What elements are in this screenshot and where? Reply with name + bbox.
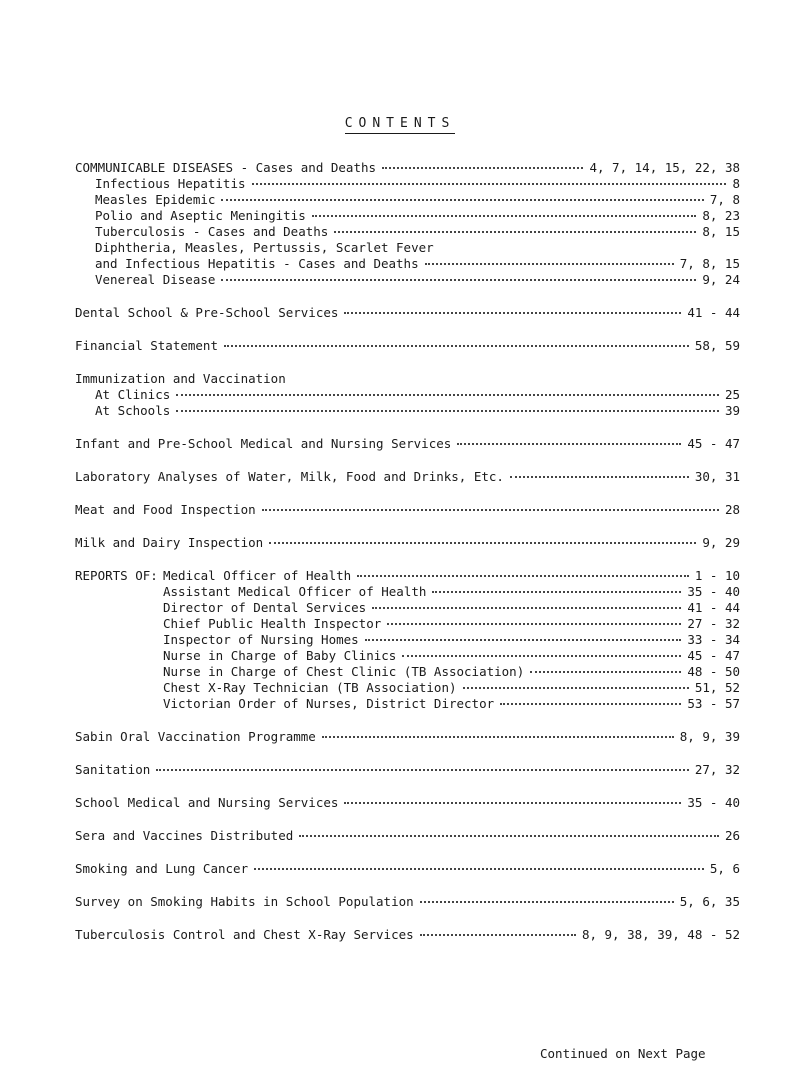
dot-leader bbox=[254, 868, 704, 870]
toc-entry-label: Tuberculosis - Cases and Deaths bbox=[95, 224, 329, 239]
toc-entry-pages: 41 - 44 bbox=[687, 305, 740, 320]
toc-entry bbox=[75, 861, 740, 877]
dot-leader bbox=[252, 183, 727, 185]
toc-entry-pages: 1 - 10 bbox=[694, 568, 740, 583]
dot-leader bbox=[432, 591, 681, 593]
reports-list bbox=[163, 568, 740, 712]
toc-section bbox=[75, 535, 740, 551]
toc-entry bbox=[75, 192, 740, 208]
toc-entry bbox=[163, 600, 740, 616]
dot-leader bbox=[334, 231, 696, 233]
toc-entry-label: At Schools bbox=[95, 403, 171, 418]
dot-leader bbox=[365, 639, 682, 641]
toc-entry bbox=[163, 584, 740, 600]
toc-entry-pages: 30, 31 bbox=[694, 469, 740, 484]
toc-entry-pages: 41 - 44 bbox=[687, 600, 740, 615]
toc-entry-pages: 5, 6, 35 bbox=[679, 894, 740, 909]
toc-entry bbox=[75, 387, 740, 403]
toc-entry-label: Survey on Smoking Habits in School Population bbox=[75, 894, 414, 909]
dot-leader bbox=[372, 607, 681, 609]
toc-entry-label: Chief Public Health Inspector bbox=[163, 616, 382, 631]
dot-leader bbox=[425, 263, 674, 265]
toc-section bbox=[75, 762, 740, 778]
toc-section bbox=[75, 894, 740, 910]
toc-entry-pages: 58, 59 bbox=[694, 338, 740, 353]
toc-entry-pages: 35 - 40 bbox=[687, 584, 740, 599]
toc-entry-label: Polio and Aseptic Meningitis bbox=[95, 208, 306, 223]
toc-entry bbox=[75, 502, 740, 518]
dot-leader bbox=[344, 802, 681, 804]
toc-entry-label: Immunization and Vaccination bbox=[75, 371, 286, 386]
toc-entry-pages: 39 bbox=[724, 403, 740, 418]
toc-entry-label: Laboratory Analyses of Water, Milk, Food and Drinks, Etc. bbox=[75, 469, 504, 484]
toc-entry bbox=[75, 272, 740, 288]
toc-entry-pages: 26 bbox=[724, 828, 740, 843]
dot-leader bbox=[357, 575, 689, 577]
toc-entry-label: Chest X-Ray Technician (TB Association) bbox=[163, 680, 457, 695]
toc-entry-pages: 8 bbox=[732, 176, 740, 191]
dot-leader bbox=[402, 655, 681, 657]
toc-entry bbox=[75, 403, 740, 419]
toc-entry-label: and Infectious Hepatitis - Cases and Deaths bbox=[95, 256, 419, 271]
dot-leader bbox=[463, 687, 689, 689]
dot-leader bbox=[221, 199, 703, 201]
toc-entry-pages: 45 - 47 bbox=[687, 436, 740, 451]
toc-entry-pages: 25 bbox=[724, 387, 740, 402]
toc-entry-label: Meat and Food Inspection bbox=[75, 502, 256, 517]
toc-entry-label: Victorian Order of Nurses, District Director bbox=[163, 696, 495, 711]
toc-entry-label: Dental School & Pre-School Services bbox=[75, 305, 339, 320]
toc-entry-pages: 45 - 47 bbox=[687, 648, 740, 663]
dot-leader bbox=[420, 934, 576, 936]
toc-entry-label: Nurse in Charge of Chest Clinic (TB Association) bbox=[163, 664, 525, 679]
toc-entry-pages: 8, 23 bbox=[702, 208, 740, 223]
toc-entry bbox=[75, 927, 740, 943]
dot-leader bbox=[299, 835, 719, 837]
continued-note: Continued on Next Page bbox=[540, 1046, 706, 1061]
toc-section bbox=[75, 469, 740, 485]
toc-entry-pages: 48 - 50 bbox=[687, 664, 740, 679]
toc-entry bbox=[75, 224, 740, 240]
toc-entry-pages: 27 - 32 bbox=[687, 616, 740, 631]
dot-leader bbox=[312, 215, 697, 217]
dot-leader bbox=[344, 312, 681, 314]
dot-leader bbox=[510, 476, 689, 478]
toc-entry-pages: 7, 8 bbox=[709, 192, 740, 207]
page-title: CONTENTS bbox=[0, 116, 800, 131]
toc-entry-pages: 9, 29 bbox=[702, 535, 740, 550]
toc-entry-pages: 4, 7, 14, 15, 22, 38 bbox=[589, 160, 740, 175]
toc-entry-label: Director of Dental Services bbox=[163, 600, 367, 615]
toc-entry-label: Assistant Medical Officer of Health bbox=[163, 584, 427, 599]
toc-entry bbox=[75, 828, 740, 844]
toc-entry-pages: 8, 9, 38, 39, 48 - 52 bbox=[581, 927, 740, 942]
toc-section bbox=[75, 828, 740, 844]
dot-leader bbox=[457, 443, 681, 445]
toc-entry-label: Infectious Hepatitis bbox=[95, 176, 246, 191]
toc-entry bbox=[163, 696, 740, 712]
toc-entry-pages: 7, 8, 15 bbox=[679, 256, 740, 271]
toc-entry-label: At Clinics bbox=[95, 387, 171, 402]
toc-entry-label: Sanitation bbox=[75, 762, 151, 777]
toc-entry-pages: 28 bbox=[724, 502, 740, 517]
toc-entry bbox=[163, 648, 740, 664]
toc-entry bbox=[75, 795, 740, 811]
dot-leader bbox=[176, 410, 719, 412]
dot-leader bbox=[262, 509, 719, 511]
toc-entry-pages: 35 - 40 bbox=[687, 795, 740, 810]
toc-entry-label: Sera and Vaccines Distributed bbox=[75, 828, 294, 843]
toc-entry-label: COMMUNICABLE DISEASES - Cases and Deaths bbox=[75, 160, 377, 175]
toc-section bbox=[75, 305, 740, 321]
toc-section bbox=[75, 502, 740, 518]
dot-leader bbox=[530, 671, 681, 673]
toc-entry bbox=[75, 240, 740, 256]
toc-entry-label: School Medical and Nursing Services bbox=[75, 795, 339, 810]
table-of-contents bbox=[75, 160, 740, 960]
dot-leader bbox=[224, 345, 689, 347]
toc-entry bbox=[75, 208, 740, 224]
reports-label: REPORTS OF: bbox=[75, 568, 158, 583]
toc-entry-label: Milk and Dairy Inspection bbox=[75, 535, 264, 550]
toc-entry-pages: 8, 15 bbox=[702, 224, 740, 239]
toc-entry bbox=[75, 371, 740, 387]
toc-entry-label: Sabin Oral Vaccination Programme bbox=[75, 729, 316, 744]
toc-entry bbox=[163, 664, 740, 680]
dot-leader bbox=[420, 901, 674, 903]
toc-entry bbox=[75, 729, 740, 745]
toc-section bbox=[75, 729, 740, 745]
toc-entry bbox=[163, 616, 740, 632]
toc-section bbox=[75, 160, 740, 288]
toc-section bbox=[75, 338, 740, 354]
dot-leader bbox=[387, 623, 681, 625]
toc-entry bbox=[163, 680, 740, 696]
toc-entry-label: Tuberculosis Control and Chest X-Ray Services bbox=[75, 927, 414, 942]
dot-leader bbox=[322, 736, 674, 738]
toc-entry-label: Infant and Pre-School Medical and Nursing Services bbox=[75, 436, 452, 451]
toc-entry-label: Measles Epidemic bbox=[95, 192, 216, 207]
toc-entry bbox=[75, 469, 740, 485]
toc-section bbox=[75, 795, 740, 811]
toc-entry-label: Diphtheria, Measles, Pertussis, Scarlet Fever bbox=[95, 240, 434, 255]
toc-section bbox=[75, 436, 740, 452]
reports-section bbox=[75, 568, 740, 712]
toc-section bbox=[75, 861, 740, 877]
toc-entry bbox=[75, 256, 740, 272]
dot-leader bbox=[156, 769, 689, 771]
toc-entry bbox=[163, 632, 740, 648]
toc-entry-pages: 9, 24 bbox=[702, 272, 740, 287]
toc-entry-label: Smoking and Lung Cancer bbox=[75, 861, 249, 876]
toc-entry-pages: 51, 52 bbox=[694, 680, 740, 695]
toc-entry-pages: 53 - 57 bbox=[687, 696, 740, 711]
toc-entry-pages: 33 - 34 bbox=[687, 632, 740, 647]
dot-leader bbox=[269, 542, 696, 544]
toc-entry bbox=[75, 436, 740, 452]
toc-entry-pages: 8, 9, 39 bbox=[679, 729, 740, 744]
toc-entry bbox=[75, 535, 740, 551]
toc-entry bbox=[163, 568, 740, 584]
toc-entry-label: Venereal Disease bbox=[95, 272, 216, 287]
toc-entry bbox=[75, 894, 740, 910]
toc-entry-pages: 5, 6 bbox=[709, 861, 740, 876]
dot-leader bbox=[500, 703, 681, 705]
dot-leader bbox=[382, 167, 583, 169]
toc-entry bbox=[75, 176, 740, 192]
toc-entry bbox=[75, 338, 740, 354]
toc-section bbox=[75, 371, 740, 419]
toc-entry-pages: 27, 32 bbox=[694, 762, 740, 777]
toc-entry-label: Medical Officer of Health bbox=[163, 568, 352, 583]
toc-entry-label: Inspector of Nursing Homes bbox=[163, 632, 359, 647]
dot-leader bbox=[221, 279, 696, 281]
dot-leader bbox=[176, 394, 719, 396]
toc-entry bbox=[75, 762, 740, 778]
toc-section bbox=[75, 927, 740, 943]
toc-entry bbox=[75, 160, 740, 176]
toc-entry bbox=[75, 305, 740, 321]
toc-entry-label: Nurse in Charge of Baby Clinics bbox=[163, 648, 397, 663]
toc-entry-label: Financial Statement bbox=[75, 338, 218, 353]
